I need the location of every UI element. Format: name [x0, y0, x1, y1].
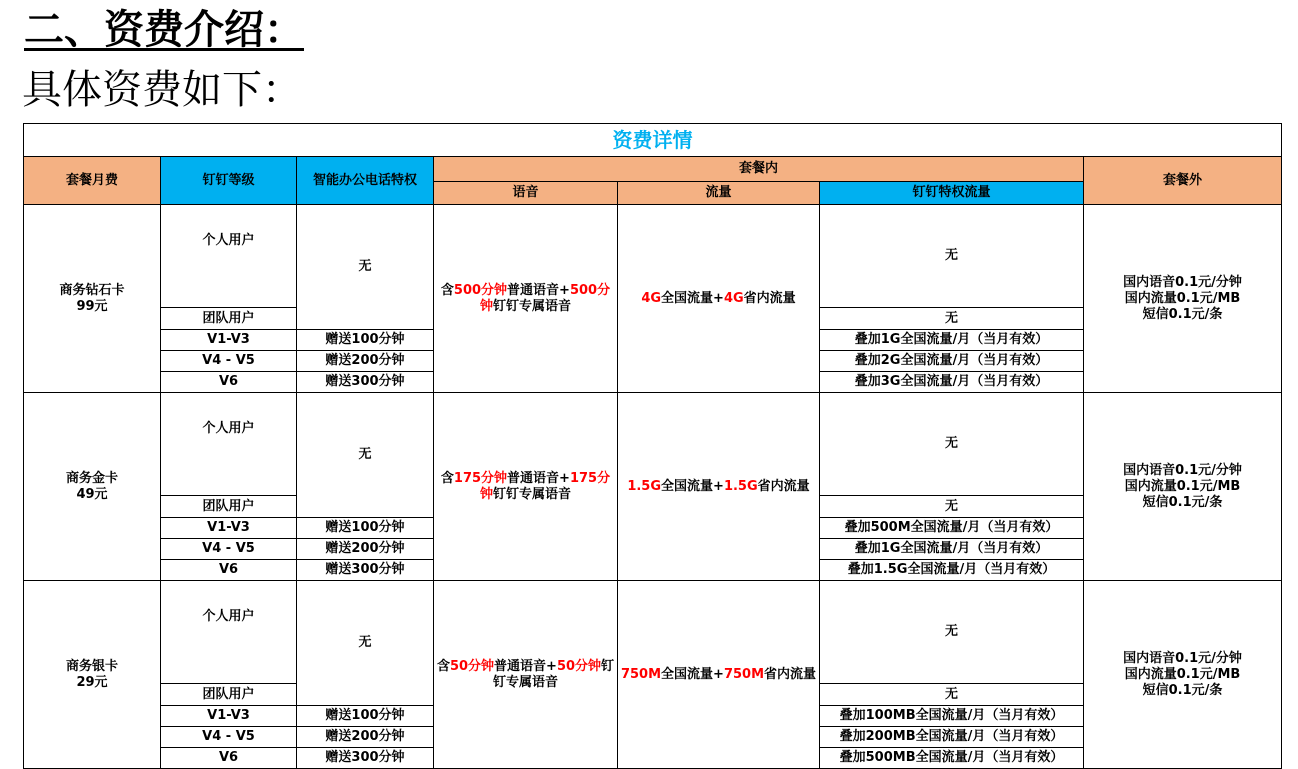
voice-text: 普通语音+	[494, 658, 557, 674]
outside-sms: 短信0.1元/条	[1142, 494, 1223, 510]
voice-text: 普通语音+	[507, 282, 570, 298]
voice-text: 含	[440, 282, 454, 298]
voice-text: 普通语音+	[507, 470, 570, 486]
outside-sms: 短信0.1元/条	[1142, 306, 1223, 322]
level-cell: V6	[161, 372, 297, 393]
data-text: 省内流量	[757, 478, 810, 494]
data-highlight: 750M	[723, 666, 765, 682]
voice-text: 钉钉专属语音	[493, 486, 572, 502]
dd-data-cell: 叠加1.5G全国流量/月（当月有效）	[820, 560, 1084, 581]
data-highlight: 4G	[723, 290, 744, 306]
data-highlight: 750M	[620, 666, 662, 682]
voice-highlight: 175分钟	[479, 470, 611, 502]
data-text: 全国流量+	[661, 478, 724, 494]
tariff-table-body	[24, 124, 1282, 769]
header-in-package: 套餐内	[434, 157, 1084, 182]
dd-data-cell: 无	[820, 205, 1084, 308]
header-data: 流量	[618, 182, 820, 205]
privilege-cell: 赠送300分钟	[297, 748, 434, 769]
tariff-table	[23, 123, 1282, 769]
privilege-cell: 赠送100分钟	[297, 706, 434, 727]
plan-name-cell	[24, 205, 161, 393]
privilege-cell: 赠送200分钟	[297, 351, 434, 372]
privilege-cell: 赠送300分钟	[297, 372, 434, 393]
voice-cell	[434, 581, 618, 769]
outside-data: 国内流量0.1元/MB	[1124, 290, 1241, 306]
privilege-cell: 无	[297, 581, 434, 706]
header-office-privilege: 智能办公电话特权	[297, 157, 434, 205]
outside-cell	[1084, 393, 1282, 581]
voice-text: 含	[436, 658, 450, 674]
level-cell: V4 - V5	[161, 539, 297, 560]
privilege-cell: 赠送300分钟	[297, 560, 434, 581]
plan-name: 商务钻石卡	[59, 282, 125, 298]
level-cell: 团队用户	[161, 684, 297, 706]
dd-data-cell: 叠加1G全国流量/月（当月有效）	[820, 539, 1084, 560]
dd-data-cell: 无	[820, 393, 1084, 496]
outside-sms: 短信0.1元/条	[1142, 682, 1223, 698]
dd-data-cell: 无	[820, 581, 1084, 684]
level-cell: 个人用户	[161, 393, 297, 496]
level-cell: V6	[161, 748, 297, 769]
header-dd-data: 钉钉特权流量	[820, 182, 1084, 205]
voice-highlight: 50分钟	[449, 658, 495, 674]
dd-data-cell: 叠加2G全国流量/月（当月有效）	[820, 351, 1084, 372]
dd-data-cell: 叠加200MB全国流量/月（当月有效）	[820, 727, 1084, 748]
dd-data-cell: 叠加500MB全国流量/月（当月有效）	[820, 748, 1084, 769]
voice-cell	[434, 393, 618, 581]
header-voice: 语音	[434, 182, 618, 205]
data-cell	[618, 205, 820, 393]
outside-voice: 国内语音0.1元/分钟	[1123, 274, 1242, 290]
level-cell: 团队用户	[161, 308, 297, 330]
section-subheading: 具体资费如下：	[22, 67, 302, 113]
header-monthly-fee: 套餐月费	[24, 157, 161, 205]
data-text: 省内流量	[743, 290, 796, 306]
level-cell: V1-V3	[161, 706, 297, 727]
dd-data-cell: 叠加100MB全国流量/月（当月有效）	[820, 706, 1084, 727]
plan-price: 49元	[76, 486, 108, 502]
header-level: 钉钉等级	[161, 157, 297, 205]
voice-highlight: 50分钟	[556, 658, 602, 674]
data-cell	[618, 393, 820, 581]
table-title: 资费详情	[24, 124, 1282, 157]
plan-name: 商务银卡	[65, 658, 118, 674]
outside-cell	[1084, 205, 1282, 393]
privilege-cell: 赠送200分钟	[297, 727, 434, 748]
level-cell: V1-V3	[161, 330, 297, 351]
data-text: 省内流量	[764, 666, 817, 682]
header-out-package: 套餐外	[1084, 157, 1282, 205]
dd-data-cell: 叠加500M全国流量/月（当月有效）	[820, 518, 1084, 539]
voice-text: 钉钉专属语音	[492, 658, 615, 690]
privilege-cell: 赠送200分钟	[297, 539, 434, 560]
outside-data: 国内流量0.1元/MB	[1124, 666, 1241, 682]
dd-data-cell: 叠加3G全国流量/月（当月有效）	[820, 372, 1084, 393]
data-highlight: 1.5G	[723, 478, 758, 494]
outside-cell	[1084, 581, 1282, 769]
outside-voice: 国内语音0.1元/分钟	[1123, 462, 1242, 478]
dd-data-cell: 无	[820, 684, 1084, 706]
voice-text: 钉钉专属语音	[493, 298, 572, 314]
level-cell: 个人用户	[161, 581, 297, 684]
level-cell: V4 - V5	[161, 727, 297, 748]
plan-name-cell	[24, 393, 161, 581]
plan-name: 商务金卡	[65, 470, 118, 486]
data-highlight: 1.5G	[627, 478, 662, 494]
dd-data-cell: 叠加1G全国流量/月（当月有效）	[820, 330, 1084, 351]
outside-data: 国内流量0.1元/MB	[1124, 478, 1241, 494]
plan-price: 99元	[76, 298, 108, 314]
voice-highlight: 500分钟	[479, 282, 611, 314]
voice-text: 含	[440, 470, 454, 486]
level-cell: V4 - V5	[161, 351, 297, 372]
dd-data-cell: 无	[820, 496, 1084, 518]
level-cell: V6	[161, 560, 297, 581]
voice-highlight: 500分钟	[453, 282, 508, 298]
data-text: 全国流量+	[661, 666, 724, 682]
outside-voice: 国内语音0.1元/分钟	[1123, 650, 1242, 666]
plan-price: 29元	[76, 674, 108, 690]
plan-name-cell	[24, 581, 161, 769]
privilege-cell: 赠送100分钟	[297, 518, 434, 539]
data-cell	[618, 581, 820, 769]
voice-cell	[434, 205, 618, 393]
section-heading: 二、资费介绍：	[24, 7, 304, 53]
voice-highlight: 175分钟	[453, 470, 508, 486]
privilege-cell: 无	[297, 205, 434, 330]
level-cell: 个人用户	[161, 205, 297, 308]
privilege-cell: 赠送100分钟	[297, 330, 434, 351]
data-text: 全国流量+	[661, 290, 724, 306]
dd-data-cell: 无	[820, 308, 1084, 330]
level-cell: 团队用户	[161, 496, 297, 518]
privilege-cell: 无	[297, 393, 434, 518]
level-cell: V1-V3	[161, 518, 297, 539]
data-highlight: 4G	[641, 290, 662, 306]
